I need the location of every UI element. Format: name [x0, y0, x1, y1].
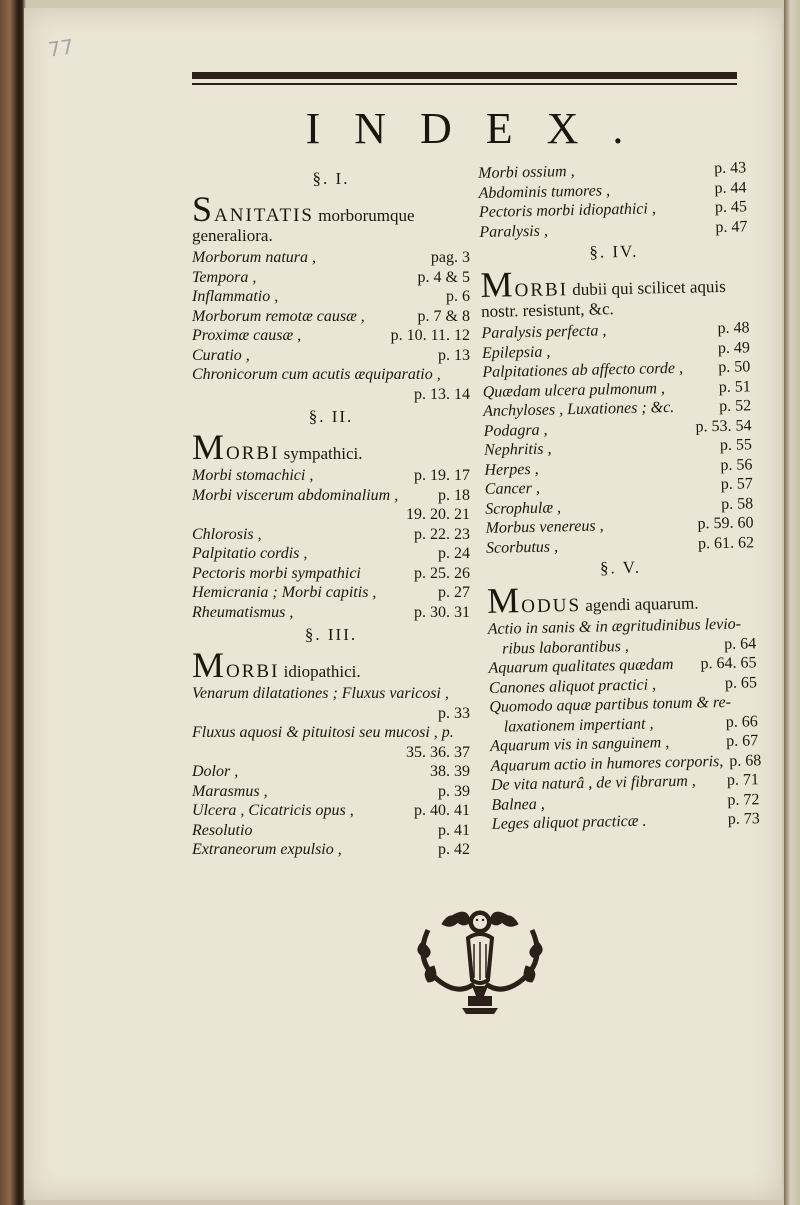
index-entry: Balnea , p. 72 — [491, 790, 760, 814]
index-entry: Morborum natura , pag. 3 — [192, 249, 470, 266]
initial-letter: M — [486, 580, 522, 621]
header-rule-thick — [192, 72, 737, 79]
index-entry: Venarum dilatationes ; Fluxus varicosi , — [192, 685, 449, 702]
index-entry: Anchyloses , Luxationes ; &c. p. 52 — [483, 397, 752, 420]
title-caps: ODUS — [521, 594, 582, 618]
index-entry: Podagra , p. 53. 54 — [483, 416, 752, 440]
index-entry: Aquarum vis in sanguinem , p. 67 — [490, 732, 759, 755]
section-heading: §. V. — [599, 557, 642, 578]
title-caps: ANITATIS — [214, 205, 315, 226]
entry-list — [192, 684, 470, 860]
index-entry: Tempora , p. 4 & 5 — [192, 268, 470, 286]
index-entry: Chlorosis , p. 22. 23 — [192, 525, 470, 543]
index-entry: Morbi viscerum abdominalium , p. 18 — [192, 486, 470, 504]
index-entry: Canones aliquot practici , p. 65 — [488, 673, 758, 697]
index-entry: Herpes , p. 56 — [484, 455, 753, 479]
facing-page-edge — [784, 0, 800, 1205]
index-entry: Curatio , p. 13 — [192, 346, 470, 364]
initial-letter: M — [480, 264, 515, 305]
index-entry: laxationem impertiant , p. 66 — [503, 712, 758, 736]
initial-letter: M — [192, 427, 227, 467]
index-entry: Leges aliquot practicæ . p. 73 — [491, 810, 760, 833]
title-rest: sympathici. — [279, 444, 363, 463]
index-entry: Pectoris morbi idiopathici , p. 45 — [478, 198, 748, 221]
entry-list — [192, 466, 470, 622]
title-caps: ORBI — [514, 279, 569, 302]
index-entry: De vita naturâ , de vi fibrarum , p. 71 — [490, 771, 760, 794]
index-entry: Palpitationes ab affecto corde , p. 50 — [482, 358, 751, 381]
section-title — [192, 427, 470, 467]
section-heading: §. I. — [312, 169, 350, 188]
index-entry: Pectoris morbi sympathici p. 25. 26 — [192, 564, 470, 582]
title-rest: idiopathici. — [279, 662, 361, 681]
index-entry: Palpitatio cordis , p. 24 — [192, 545, 470, 562]
section-title — [486, 580, 756, 621]
index-entry: Scrophulæ , p. 58 — [485, 494, 754, 518]
title-caps: ORBI — [226, 443, 280, 464]
index-entry: Epilepsia , p. 49 — [481, 338, 751, 362]
index-entry: Resolutio p. 41 — [192, 821, 470, 839]
index-entry: Paralysis , p. 47 — [479, 217, 748, 241]
entry-page-ref: p. 13. 14 — [414, 385, 470, 403]
index-entry: Morbi ossium , p. 43 — [478, 159, 747, 182]
index-entry: Extraneorum expulsio , p. 42 — [192, 841, 470, 858]
entry-list — [478, 158, 748, 242]
index-entry: Hemicrania ; Morbi capitis , p. 27 — [192, 584, 470, 601]
index-entry: Fluxus aquosi & pituitosi seu mucosi , p. — [192, 724, 454, 741]
folio-mark: 77 — [46, 34, 75, 62]
index-entry: Ulcera , Cicatricis opus , p. 40. 41 — [192, 802, 470, 819]
index-entry: Aquarum actio in humores corporis, p. 68 — [490, 751, 762, 775]
section-title — [192, 189, 470, 246]
section-title — [480, 264, 749, 322]
section-heading: §. IV. — [589, 241, 639, 262]
section-title — [192, 645, 470, 685]
entry-page-ref: 35. 36. 37 — [406, 743, 470, 761]
right-column — [478, 158, 760, 834]
index-entry: Aquarum qualitates quædam p. 64. 65 — [488, 654, 757, 677]
entry-list — [488, 614, 760, 834]
cherub-lyre-fleuron-icon — [408, 900, 552, 1018]
index-entry: Scorbutus , p. 61. 62 — [485, 533, 755, 557]
initial-letter: S — [192, 189, 215, 229]
index-entry: Inflammatio , p. 6 — [192, 288, 470, 305]
initial-letter: M — [192, 645, 227, 685]
index-entry: Cancer , p. 57 — [484, 475, 753, 498]
header-rule-thin — [192, 83, 737, 85]
entry-page-ref: 19. 20. 21 — [406, 506, 470, 523]
entry-list — [192, 248, 470, 404]
section-heading: §. III. — [304, 625, 358, 644]
index-entry: Nephritis , p. 55 — [483, 436, 753, 459]
left-column — [192, 166, 470, 860]
index-entry: Quomodo aquæ partibus tonum & re- — [489, 693, 732, 716]
index-entry: Rheumatismus , p. 30. 31 — [192, 603, 470, 621]
entry-list — [481, 318, 754, 558]
index-entry: Abdominis tumores , p. 44 — [478, 178, 747, 202]
index-entry: Proximæ causæ , p. 10. 11. 12 — [192, 327, 470, 344]
index-entry: Paralysis perfecta , p. 48 — [481, 319, 750, 342]
title-caps: ORBI — [226, 661, 280, 682]
index-entry: Chronicorum cum acutis æquiparatio , — [192, 366, 441, 383]
index-entry: ribus laborantibus , p. 64 — [501, 634, 757, 658]
title-rest: morborumque generaliora. — [192, 206, 415, 245]
title-rest: agendi aquarum. — [580, 593, 699, 615]
section-heading: §. II. — [308, 407, 354, 426]
page-title: INDEX. — [305, 104, 658, 153]
title-rest: dubii qui scilicet aquis nostr. resistunt, &c. — [480, 276, 726, 321]
entry-page-ref: p. 33 — [438, 704, 470, 722]
index-entry: Quædam ulcera pulmonum , p. 51 — [482, 377, 751, 401]
index-entry: Marasmus , p. 39 — [192, 782, 470, 800]
index-entry: Dolor , 38. 39 — [192, 763, 470, 780]
index-entry: Morborum remotæ causæ , p. 7 & 8 — [192, 307, 470, 325]
index-entry: Morbus venereus , p. 59. 60 — [485, 514, 754, 537]
index-entry: Morbi stomachici , p. 19. 17 — [192, 467, 470, 484]
index-entry: Actio in sanis & in ægritudinibus levio- — [487, 615, 742, 638]
